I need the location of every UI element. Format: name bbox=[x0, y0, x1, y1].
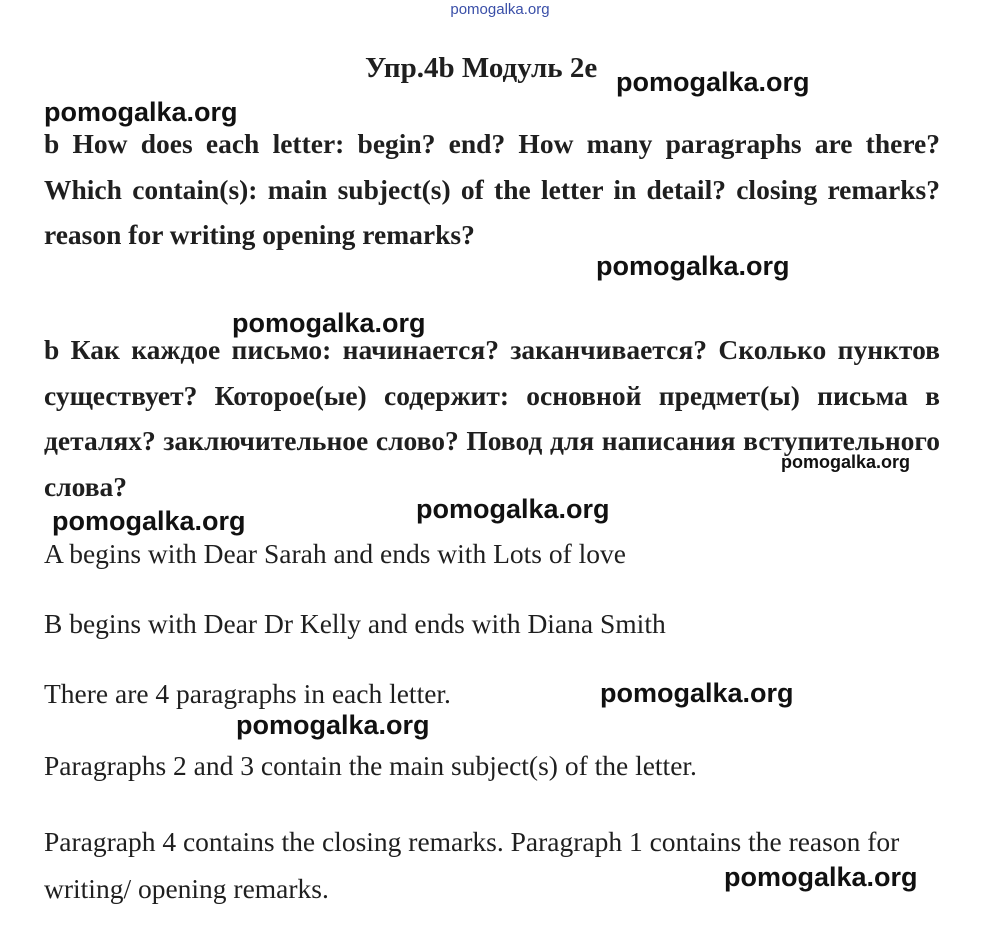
watermark: pomogalka.org bbox=[44, 97, 238, 127]
watermark: pomogalka.org bbox=[416, 494, 610, 524]
watermark: pomogalka.org bbox=[781, 452, 911, 472]
task-text-russian: b Как каждое письмо: начинается? заканчивается? Сколько пунктов существует? Которое(ые) содержит: основной предмет(ы) письма в деталях? заключительное слово? Повод для написания вступительного слова? bbox=[44, 334, 940, 502]
site-link[interactable]: pomogalka.org bbox=[450, 1, 550, 18]
answer-line: A begins with Dear Sarah and ends with Lots of love bbox=[44, 538, 626, 569]
watermark: pomogalka.org bbox=[600, 678, 794, 708]
watermark: pomogalka.org bbox=[232, 308, 426, 338]
task-text-english: b How does each letter: begin? end? How many paragraphs are there? Which contain(s): main subject(s) of the letter in detail? closing remarks? reason for writing opening remarks? bbox=[44, 128, 940, 250]
watermark: pomogalka.org bbox=[616, 67, 810, 97]
watermark: pomogalka.org bbox=[52, 506, 246, 536]
page-title: Упр.4b Модуль 2e bbox=[365, 52, 598, 84]
watermark: pomogalka.org bbox=[596, 251, 790, 281]
answer-line: B begins with Dear Dr Kelly and ends with Diana Smith bbox=[44, 608, 666, 639]
answer-line: Paragraph 4 contains the closing remarks. Paragraph 1 contains the reason for writing/ opening remarks. bbox=[44, 826, 900, 904]
answer-line: Paragraphs 2 and 3 contain the main subject(s) of the letter. bbox=[44, 750, 697, 781]
watermark: pomogalka.org bbox=[724, 862, 918, 892]
watermark: pomogalka.org bbox=[236, 710, 430, 740]
answer-line: There are 4 paragraphs in each letter. bbox=[44, 678, 451, 709]
